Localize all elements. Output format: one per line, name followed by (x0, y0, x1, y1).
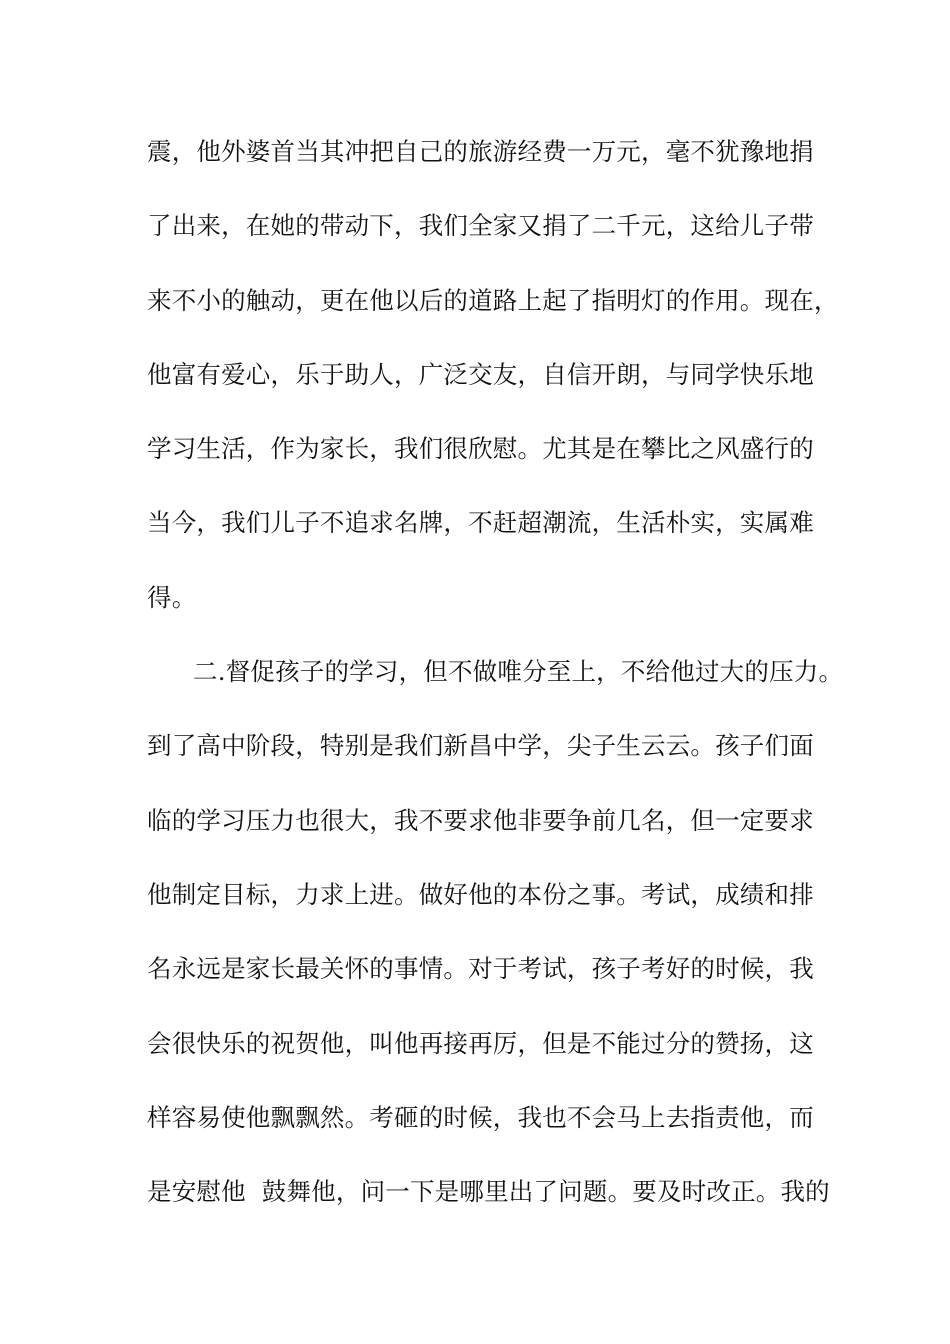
text-line: 名永远是家长最关怀的事情。对于考试，孩子考好的时候，我 (147, 954, 814, 984)
text-line: 了出来，在她的带动下，我们全家又捐了二千元，这给儿子带 (147, 211, 814, 241)
text-line: 样容易使他飘飘然。考砸的时候，我也不会马上去指责他，而 (147, 1102, 814, 1132)
text-line: 当今，我们儿子不追求名牌，不赶超潮流，生活朴实，实属难 (147, 508, 814, 538)
section-heading: 二.督促孩子的学习，但不做唯分至上，不给他过大的压力。 (193, 657, 844, 687)
text-line: 学习生活，作为家长，我们很欣慰。尤其是在攀比之风盛行的 (147, 434, 814, 464)
text-line: 得。 (147, 582, 197, 612)
text-line: 会很快乐的祝贺他，叫他再接再厉，但是不能过分的赞扬，这 (147, 1028, 814, 1058)
text-line: 他富有爱心，乐于助人，广泛交友，自信开朗，与同学快乐地 (147, 359, 814, 389)
text-line: 震，他外婆首当其冲把自己的旅游经费一万元，毫不犹豫地捐 (147, 137, 814, 166)
text-line: 是安慰他 鼓舞他，问一下是哪里出了问题。要及时改正。我的 (147, 1177, 830, 1207)
text-line: 到了高中阶段，特别是我们新昌中学，尖子生云云。孩子们面 (147, 731, 814, 761)
text-line: 他制定目标，力求上进。做好他的本份之事。考试，成绩和排 (147, 879, 814, 909)
text-line: 来不小的触动，更在他以后的道路上起了指明灯的作用。现在， (147, 285, 839, 315)
text-line: 临的学习压力也很大，我不要求他非要争前几名，但一定要求 (147, 805, 814, 835)
body-text (147, 128, 847, 1242)
